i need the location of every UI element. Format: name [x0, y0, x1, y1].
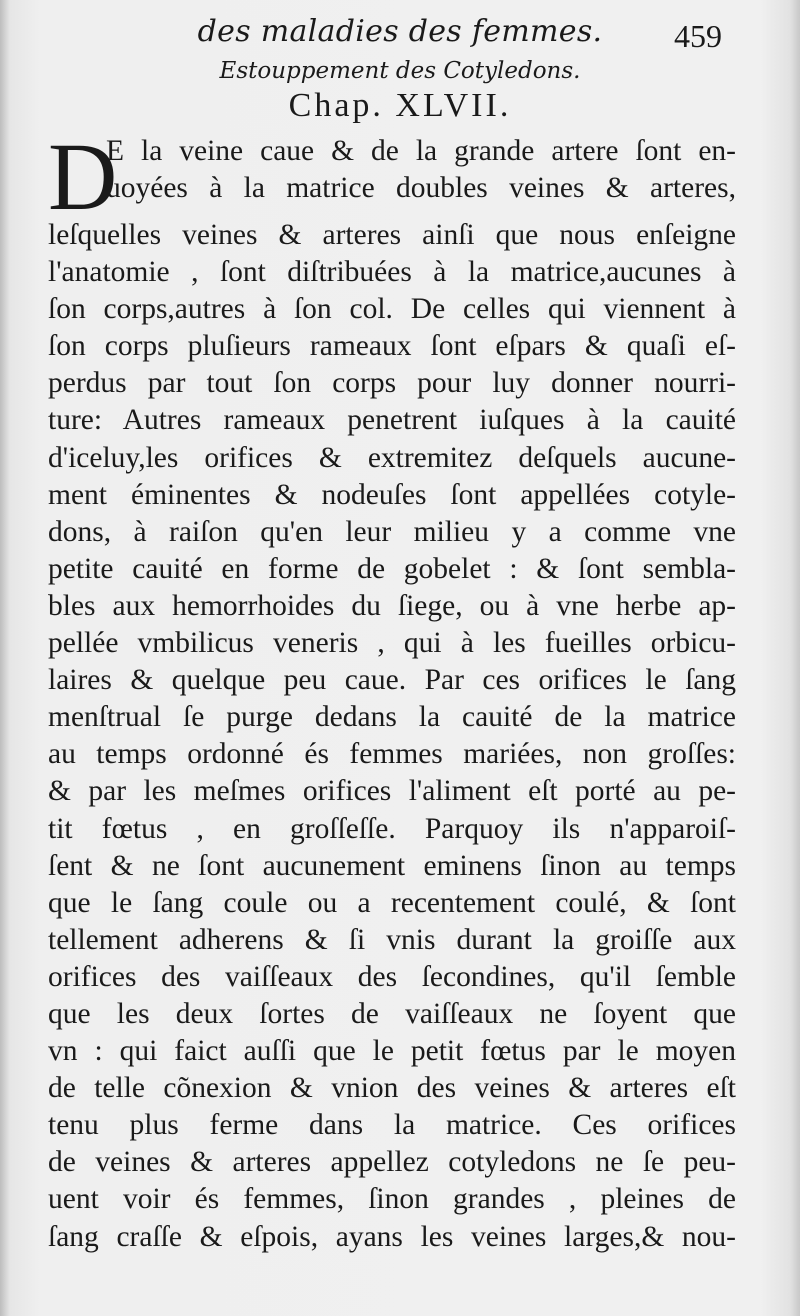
text-line: que les deux ſortes de vaiſſeaux ne ſoyent que — [48, 997, 736, 1030]
text-line: de veines & arteres appellez cotyledons ne ſe peu- — [48, 1146, 736, 1179]
running-head: des maladies des femmes. — [197, 14, 603, 49]
text-line: E la veine caue & de la grande artere ſont en- — [106, 135, 736, 167]
text-line: laires & quelque peu caue. Par ces orifices le ſang — [48, 664, 736, 697]
text-line: au temps ordonné és femmes mariées, non groſſes: — [48, 738, 736, 771]
text-line: que le ſang coule ou a recentement coulé, & ſont — [48, 886, 736, 919]
text-line: ture: Autres rameaux penetrent iuſques à la cauité — [48, 404, 736, 437]
text-line: l'anatomie , ſont diſtribuées à la matrice,aucunes à — [48, 256, 736, 289]
drop-cap: D — [48, 133, 118, 217]
text-line: vn : qui faict auſſi que le petit fœtus par le moyen — [48, 1035, 736, 1068]
text-line: bles aux hemorrhoides du ſiege, ou à vne herbe ap- — [48, 589, 736, 622]
text-line: orifices des vaiſſeaux des ſecondines, qu'il ſemble — [48, 960, 736, 993]
text-line: petite cauité en forme de gobelet : & ſont sembla- — [48, 552, 736, 585]
body-text — [48, 133, 736, 1256]
text-line: ſon corps pluſieurs rameaux ſont eſpars & quaſi eſ- — [48, 330, 736, 363]
text-line: ment éminentes & nodeuſes ſont appellées cotyle- — [48, 478, 736, 511]
text-line: ſon corps,autres à ſon col. De celles qui viennent à — [48, 293, 736, 326]
text-line: uoyées à la matrice doubles veines & arteres, — [106, 172, 736, 205]
text-line: & par les meſmes orifices l'aliment eſt porté au pe- — [48, 775, 736, 808]
text-line: uent voir és femmes, ſinon grandes , pleines de — [48, 1183, 736, 1216]
text-line: perdus par tout ſon corps pour luy donner nourri- — [48, 367, 736, 400]
text-line: menſtrual ſe purge dedans la cauité de la matrice — [48, 701, 736, 734]
text-line: tenu plus ferme dans la matrice. Ces orifices — [48, 1109, 736, 1142]
text-line: tit fœtus , en groſſeſſe. Parquoy ils n'apparoiſ- — [48, 812, 736, 845]
text-line: ſent & ne ſont aucunement eminens ſinon au temps — [48, 849, 736, 882]
page-number: 459 — [674, 18, 722, 54]
text-line: dons, à raiſon qu'en leur milieu y a comme vne — [48, 515, 736, 548]
chapter-subtitle: Estouppement des Cotyledons. — [219, 58, 581, 84]
text-line: ſang craſſe & eſpois, ayans les veines larges,& nou- — [48, 1220, 736, 1253]
text-line: leſquelles veines & arteres ainſi que nous enſeigne — [48, 219, 736, 251]
text-line: de telle cõnexion & vnion des veines & arteres eſt — [48, 1072, 736, 1105]
text-line: d'iceluy,les orifices & extremitez deſquels aucune- — [48, 441, 736, 474]
chapter-heading: Chap. XLVII. — [288, 87, 512, 124]
opening-paragraph — [48, 133, 736, 217]
text-line: tellement adherens & ſi vnis durant la groiſſe aux — [48, 923, 736, 956]
text-line: pellée vmbilicus veneris , qui à les fueilles orbicu- — [48, 627, 736, 660]
